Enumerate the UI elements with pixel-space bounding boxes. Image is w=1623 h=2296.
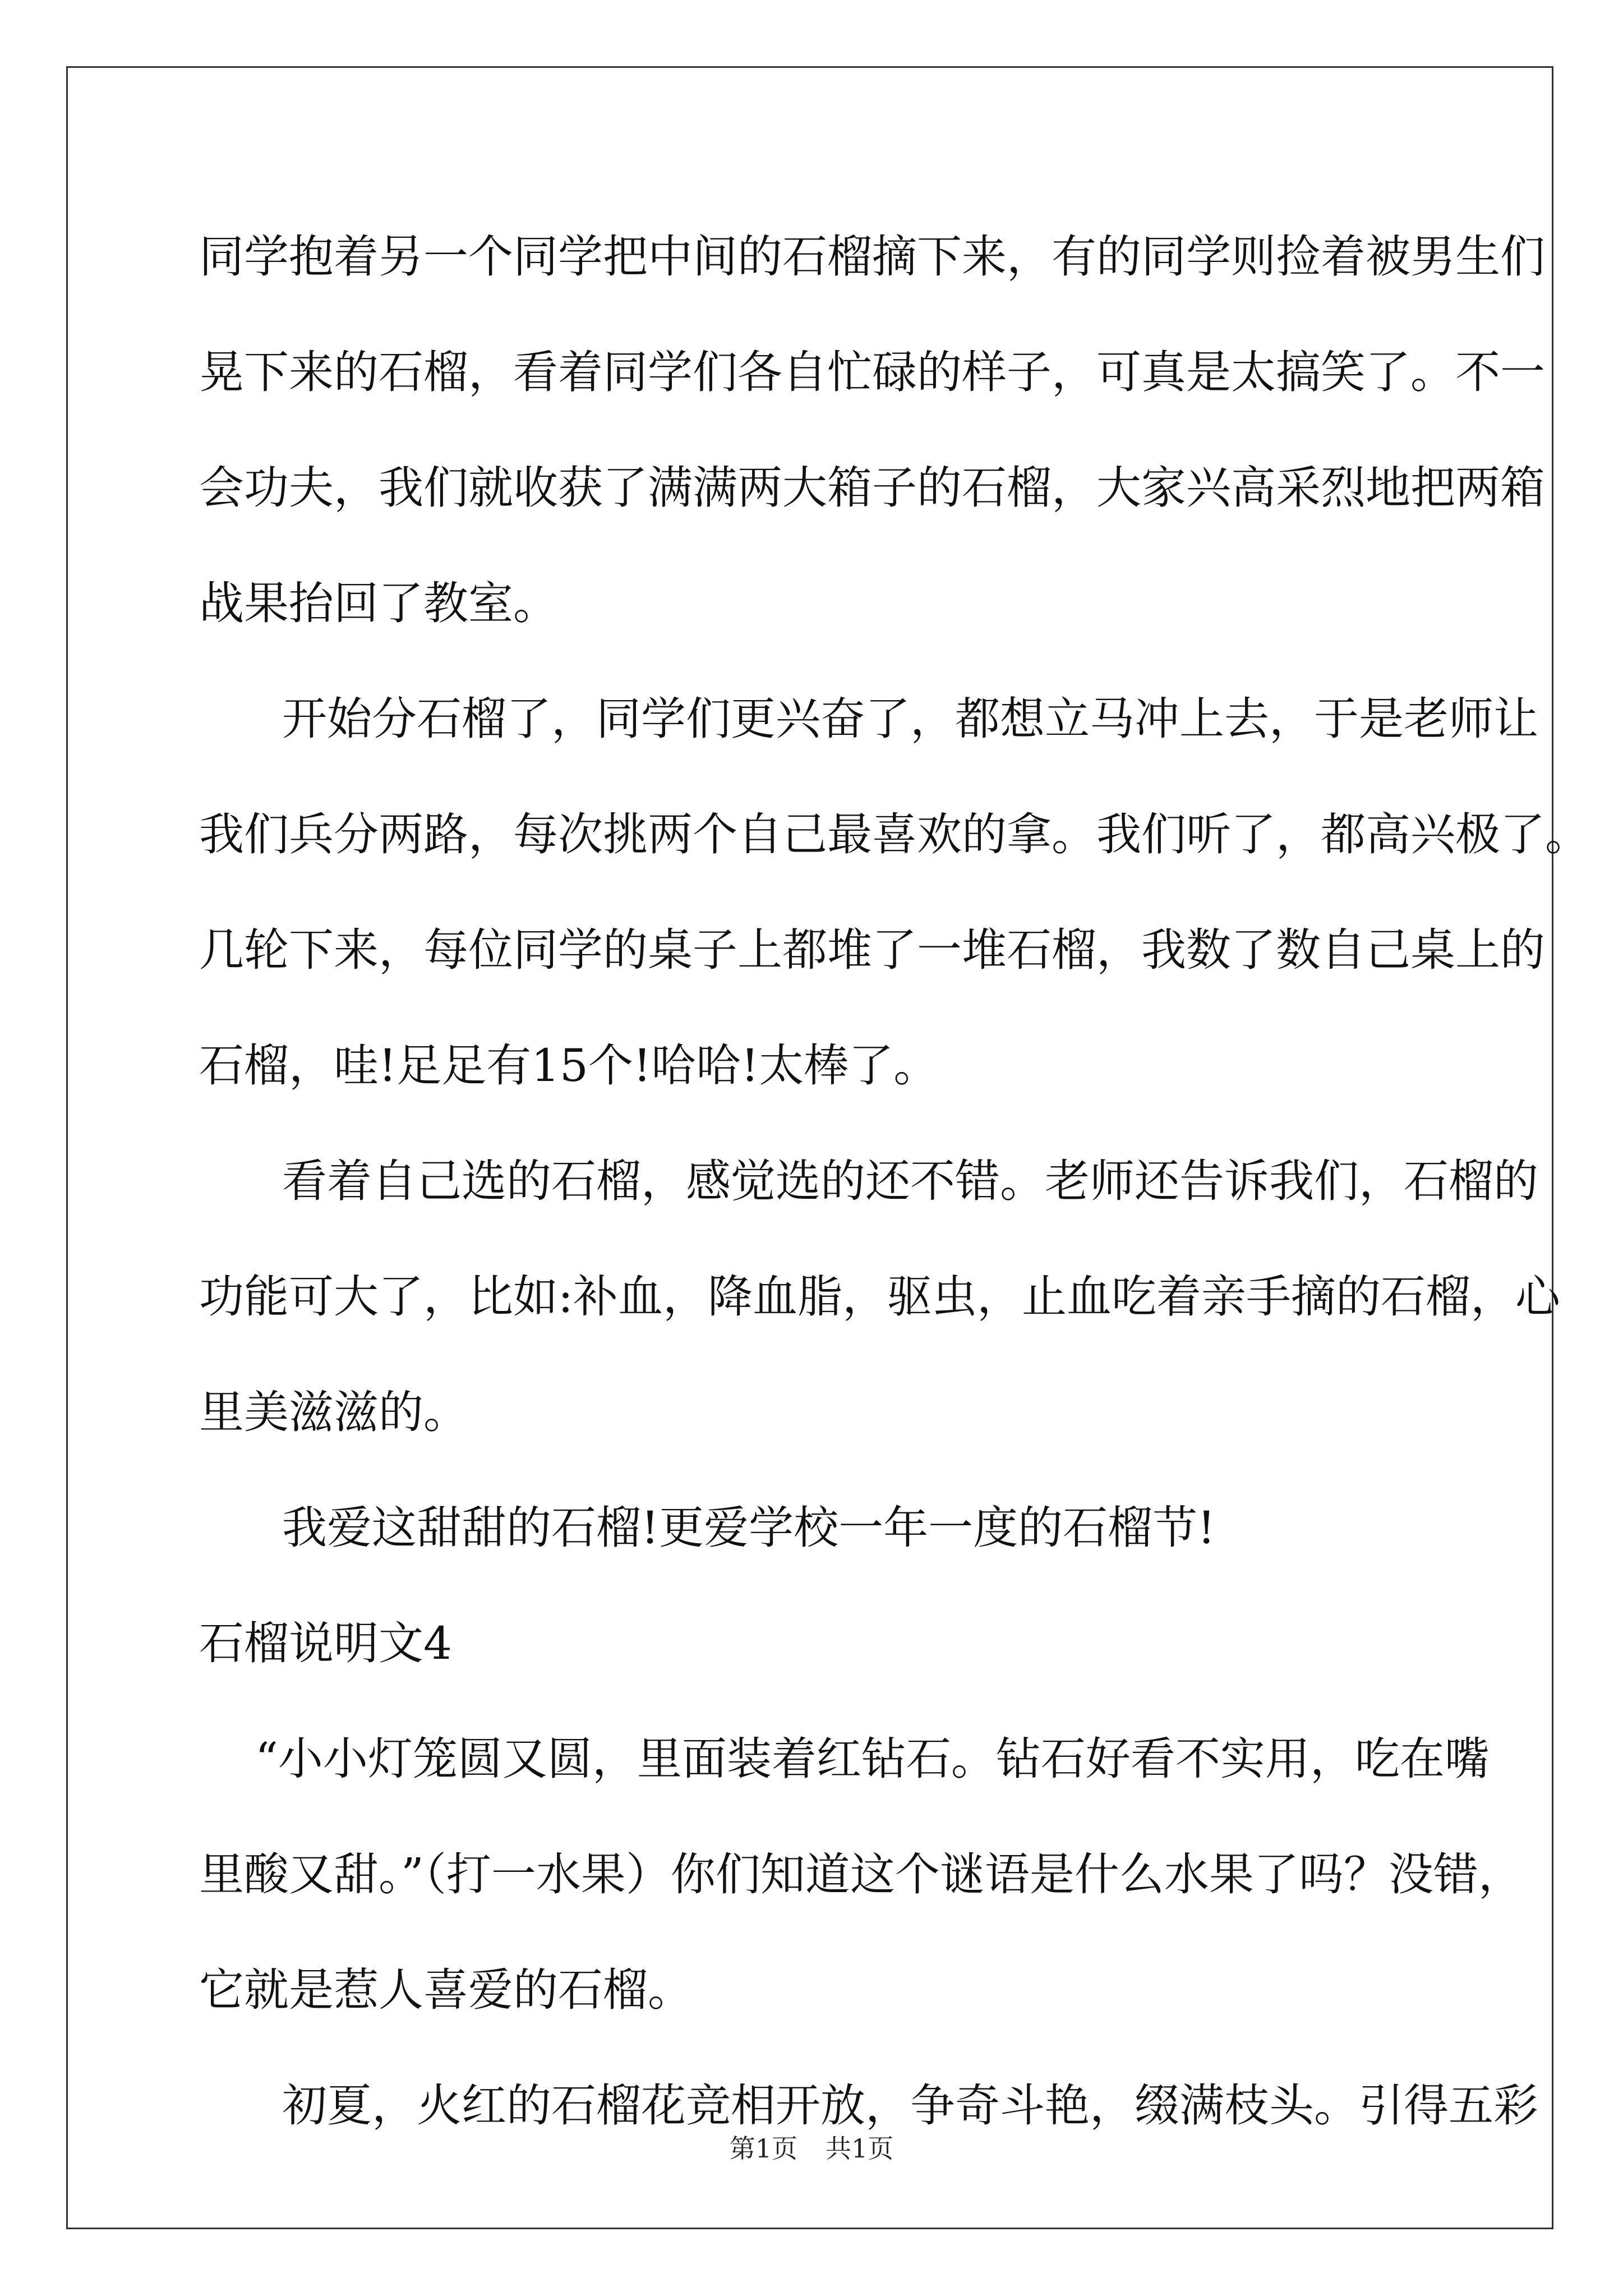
paragraph-start-line: 初夏，火红的石榴花竞相开放，争奇斗艳，缀满枝头。引得五彩 bbox=[282, 2079, 1538, 2132]
document-body bbox=[199, 199, 1590, 2164]
paragraph-start-line: “小小灯笼圆又圆，里面装着红钻石。钻石好看不实用，吃在嘴 bbox=[255, 1733, 1490, 1785]
text-line: 功能可大了，比如:补血，降血脂，驱虫，止血吃着亲手摘的石榴，心 bbox=[199, 1271, 1560, 1323]
paragraph-start-line: 看着自己选的石榴，感觉选的还不错。老师还告诉我们，石榴的 bbox=[282, 1155, 1538, 1207]
text-line: 几轮下来，每位同学的桌子上都堆了一堆石榴，我数了数自己桌上的 bbox=[199, 924, 1545, 976]
text-line: 里酸又甜。”（打一水果）你们知道这个谜语是什么水果了吗？没错， bbox=[199, 1848, 1523, 1901]
text-line: 同学抱着另一个同学把中间的石榴摘下来，有的同学则捡着被男生们 bbox=[199, 231, 1545, 283]
text-line: 会功夫，我们就收获了满满两大箱子的石榴，大家兴高采烈地把两箱 bbox=[199, 462, 1545, 514]
text-line: 里美滋滋的。 bbox=[199, 1386, 468, 1438]
section-heading: 石榴说明文4 bbox=[199, 1617, 452, 1669]
text-line: 晃下来的石榴，看着同学们各自忙碌的样子，可真是太搞笑了。不一 bbox=[199, 346, 1545, 398]
paragraph-start-line: 开始分石榴了，同学们更兴奋了，都想立马冲上去，于是老师让 bbox=[282, 693, 1538, 745]
page-number: 第1页 bbox=[729, 2133, 797, 2164]
page-footer bbox=[0, 2132, 1623, 2165]
text-line: 石榴，哇!足足有15个!哈哈!太棒了。 bbox=[199, 1039, 939, 1092]
text-line: 战果抬回了教室。 bbox=[199, 577, 558, 629]
paragraph-start-line: 我爱这甜甜的石榴!更爱学校一年一度的石榴节! bbox=[282, 1502, 1216, 1554]
text-line: 它就是惹人喜爱的石榴。 bbox=[199, 1964, 693, 2016]
page-total: 共1页 bbox=[826, 2133, 894, 2164]
text-line: 我们兵分两路，每次挑两个自己最喜欢的拿。我们听了，都高兴极了。 bbox=[199, 808, 1590, 861]
